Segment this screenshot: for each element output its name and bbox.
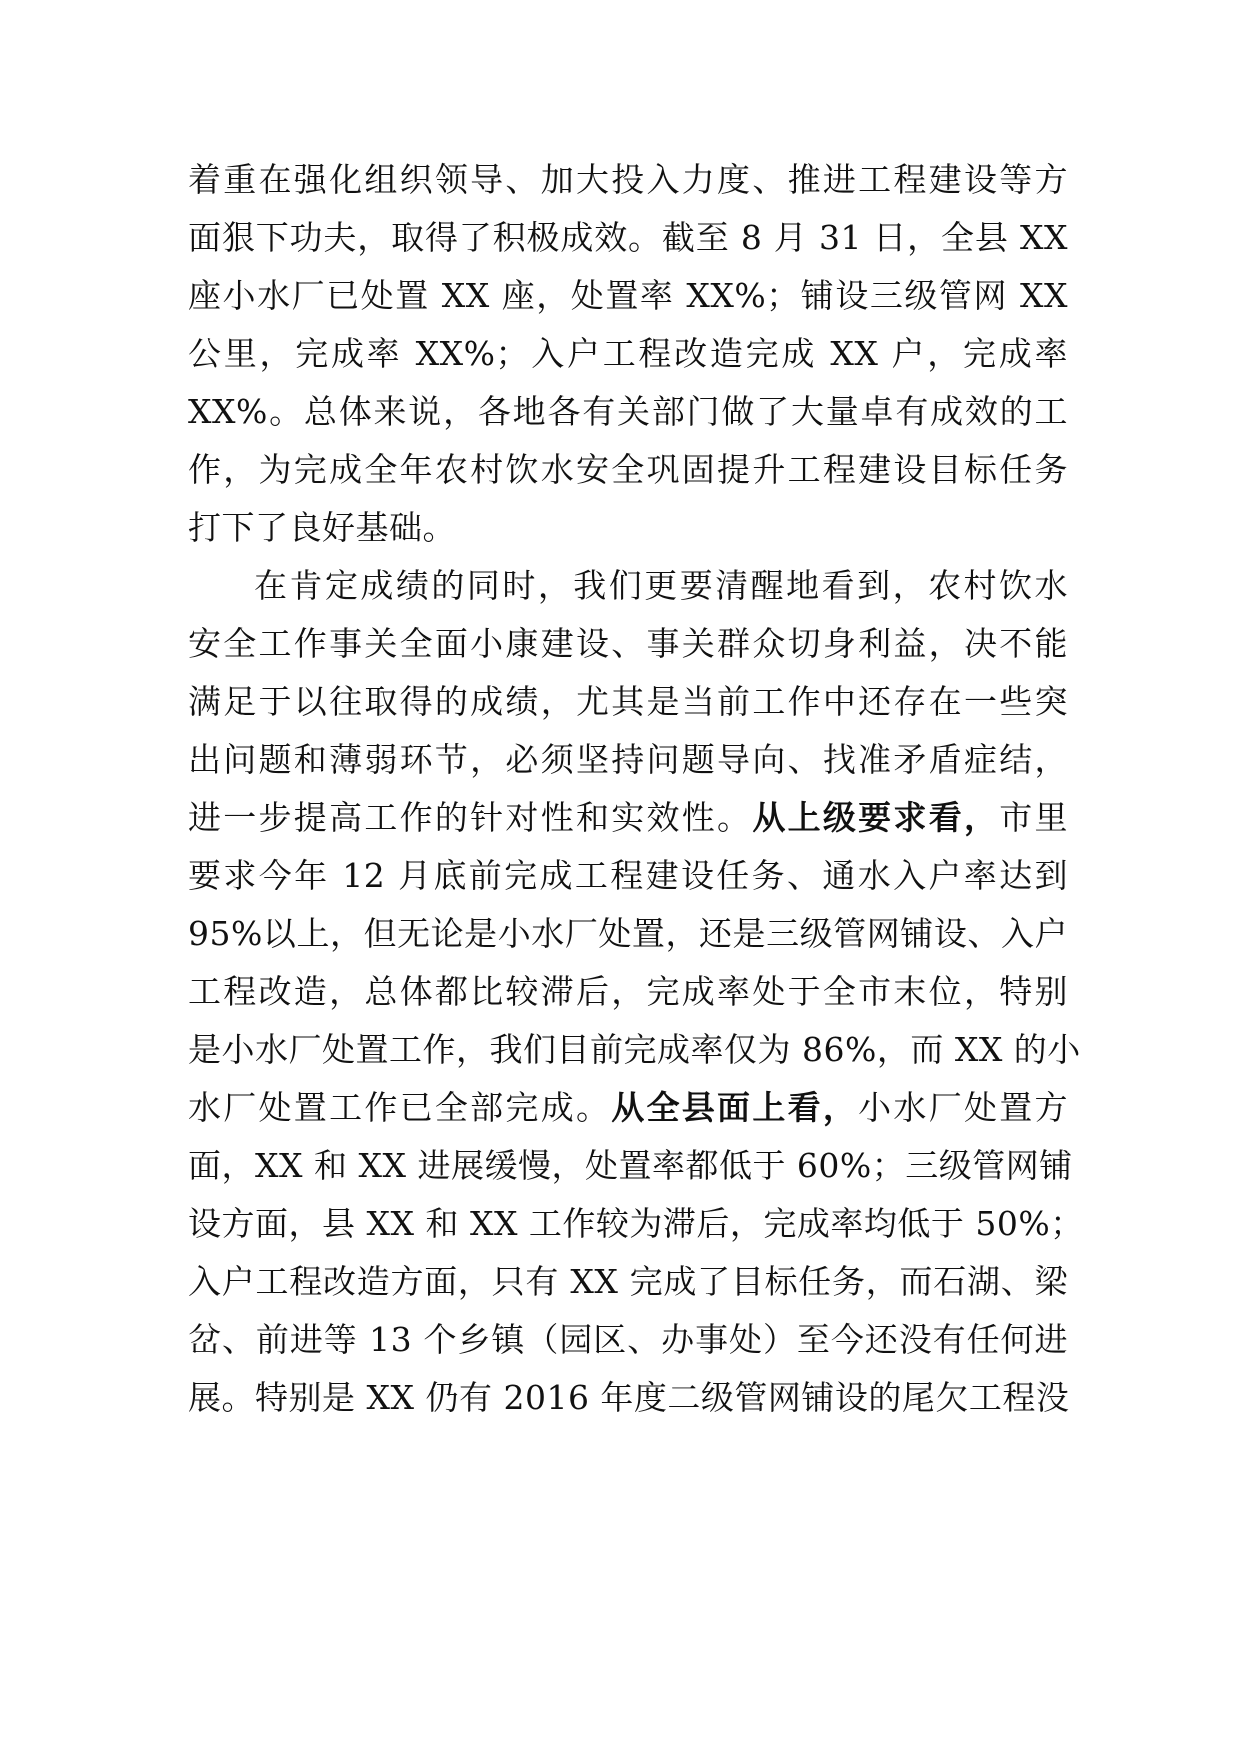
bold-heading-run: 从全县面上看， (611, 1088, 859, 1127)
text-line: 出问题和薄弱环节，必须坚持问题导向、找准矛盾症结， (188, 740, 1068, 779)
text-line: 面狠下功夫，取得了积极成效。截至 8 月 31 日，全县 XX (188, 218, 1068, 257)
text-line: 95%以上，但无论是小水厂处置，还是三级管网铺设、入户 (188, 914, 1068, 953)
text-line: 打下了良好基础。 (188, 508, 456, 547)
text-line: XX%。总体来说，各地各有关部门做了大量卓有成效的工 (188, 392, 1068, 431)
text-run: 水厂处置工作已全部完成。 (188, 1088, 612, 1127)
text-line-mixed (188, 786, 1068, 850)
text-line: 着重在强化组织领导、加大投入力度、推进工程建设等方 (188, 160, 1068, 199)
text-run: 进一步提高工作的针对性和实效性。 (188, 798, 753, 837)
bold-heading-run: 从上级要求看， (752, 798, 1000, 837)
text-line: 面，XX 和 XX 进展缓慢，处置率都低于 60%；三级管网铺 (188, 1146, 1073, 1185)
text-line: 设方面，县 XX 和 XX 工作较为滞后，完成率均低于 50%； (188, 1204, 1084, 1243)
text-line: 安全工作事关全面小康建设、事关群众切身利益，决不能 (188, 624, 1068, 663)
text-line: 要求今年 12 月底前完成工程建设任务、通水入户率达到 (188, 856, 1068, 895)
text-line: 入户工程改造方面，只有 XX 完成了目标任务，而石湖、梁 (188, 1262, 1068, 1301)
text-line: 工程改造，总体都比较滞后，完成率处于全市末位，特别 (188, 972, 1068, 1011)
text-line: 在肯定成绩的同时，我们更要清醒地看到，农村饮水 (254, 566, 1068, 605)
text-run: 小水厂处置方 (858, 1088, 1069, 1127)
text-line-mixed (188, 1076, 1068, 1140)
text-line: 作，为完成全年农村饮水安全巩固提升工程建设目标任务 (188, 450, 1068, 489)
text-line: 座小水厂已处置 XX 座，处置率 XX%；铺设三级管网 XX (188, 276, 1068, 315)
text-line: 是小水厂处置工作，我们目前完成率仅为 86%，而 XX 的小 (188, 1030, 1081, 1069)
text-line: 展。特别是 XX 仍有 2016 年度二级管网铺设的尾欠工程没 (188, 1378, 1070, 1417)
text-line: 公里，完成率 XX%；入户工程改造完成 XX 户，完成率 (188, 334, 1068, 373)
text-line: 岔、前进等 13 个乡镇（园区、办事处）至今还没有任何进 (188, 1320, 1068, 1359)
text-line: 满足于以往取得的成绩，尤其是当前工作中还存在一些突 (188, 682, 1068, 721)
text-run: 市里 (999, 798, 1069, 837)
